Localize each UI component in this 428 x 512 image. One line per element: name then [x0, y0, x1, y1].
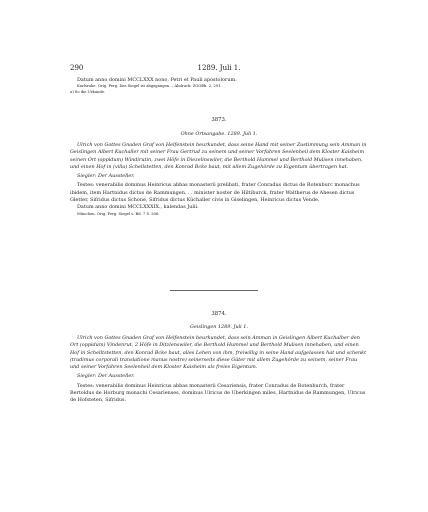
source-note: München. Orig. Perg. Siegel s. Bd. 7 S. 206. [77, 211, 160, 216]
page-number: 290 [70, 64, 84, 72]
previous-document-tail [70, 77, 368, 95]
footnote: a) So die Urkunde. [70, 89, 106, 94]
document-number-3874: 3874. [211, 311, 227, 317]
header-date: 1289. Juli 1. [197, 64, 241, 72]
section-divider [170, 290, 258, 291]
dateline-3873: Ohne Ortsangabe. 1289. Juli 1. [180, 131, 258, 137]
regest-summary: Ulrich von Gottes Gnaden Graf von Helfenstein beurkundet, dass sein Amman in Geislingen Albert Kuchalber den Ort (oppidum) Vindenrut, 2 Höfe in Ditzlenswiler, die Berthold Hummel und Berthold Mulisen innehaben, und einen Hof in Schelltstetten, den Konrad Bcke baut, alles Lehen von ihm, freiwillig in seine Hand aufgelassen hat und schenkt (tradimus corporali translatione manus nostre) seinerseits diese Güter mit allem Zugehörde zu seinem, seiner Frau und seiner Vorfahren Seelenheil dem Kloster Kaisheim als freies Eigentum. [70, 335, 367, 371]
testes-paragraph: Testes: venerabilis dominus Heinricus abbas monasterii prelibati, frater Conradus dictus de Rotenburc monachus ibidem, item Hartnidus dictus de Rammungen, . . minister noster de Hiltiburck, frater Waltherus de Ahesen dictus Gletter, Sifridus dictus Schone, Sifridus dictus Küchaller civis in Giselingen, Heinricus dictus Vende. [70, 182, 360, 204]
document-3874 [70, 335, 368, 405]
siegler-line: Siegler: Der Aussteller. [77, 173, 135, 180]
document-3873 [70, 142, 368, 217]
dateline-3874: Geislingen 1289. Juli 1. [190, 324, 248, 330]
datum-line: Datum anno domini MCCLXXXIX., kalendas Julii. [77, 204, 199, 211]
datum-line: Datum anno domini MCCLXXX nono, Petri et Pauli apostolorum. [77, 77, 237, 83]
siegler-line: Siegler: Der Aussteller. [77, 373, 135, 380]
regest-summary: Ulrich von Gottes Gnaden Graf von Helfenstein beurkundet, dass seine Hand mit seiner Zustimmung sein Amman in Geislingen Albert Kuchaller mit seiner Frau Gertrud zu seinem und seiner Vorfahren Seelenheil dem Kloster Kaisheim seinen Ort (oppidum) Windirutin, zwei Höfe in Diezelinswiler, die Berthold Hummel und Berthold Mulisen innehaben, und einen Hof in (villa) Schellstetten, den Konrad Bcke baut, mit allem Zugehörde zu Eigentum übertragen hat. [70, 142, 367, 170]
testes-paragraph: Testes: venerabilis dominus Heinricus abbas monasterii Cesariensis, frater Conradus de Rotenburch, frater Bertoldus de Horburg monachi Cesarienses, dominus Ulricus de Uberkingen miles, Hartnidus de Rammungen, Ulricus de Hofsteten, Sifridus. [70, 382, 366, 404]
source-note: Karlsruhe. Orig. Perg. Das Siegel ist abgegangen. – Abdruck: ZGOBh. 2, 291. [77, 84, 222, 89]
document-number-3873: 3873. [211, 117, 227, 123]
